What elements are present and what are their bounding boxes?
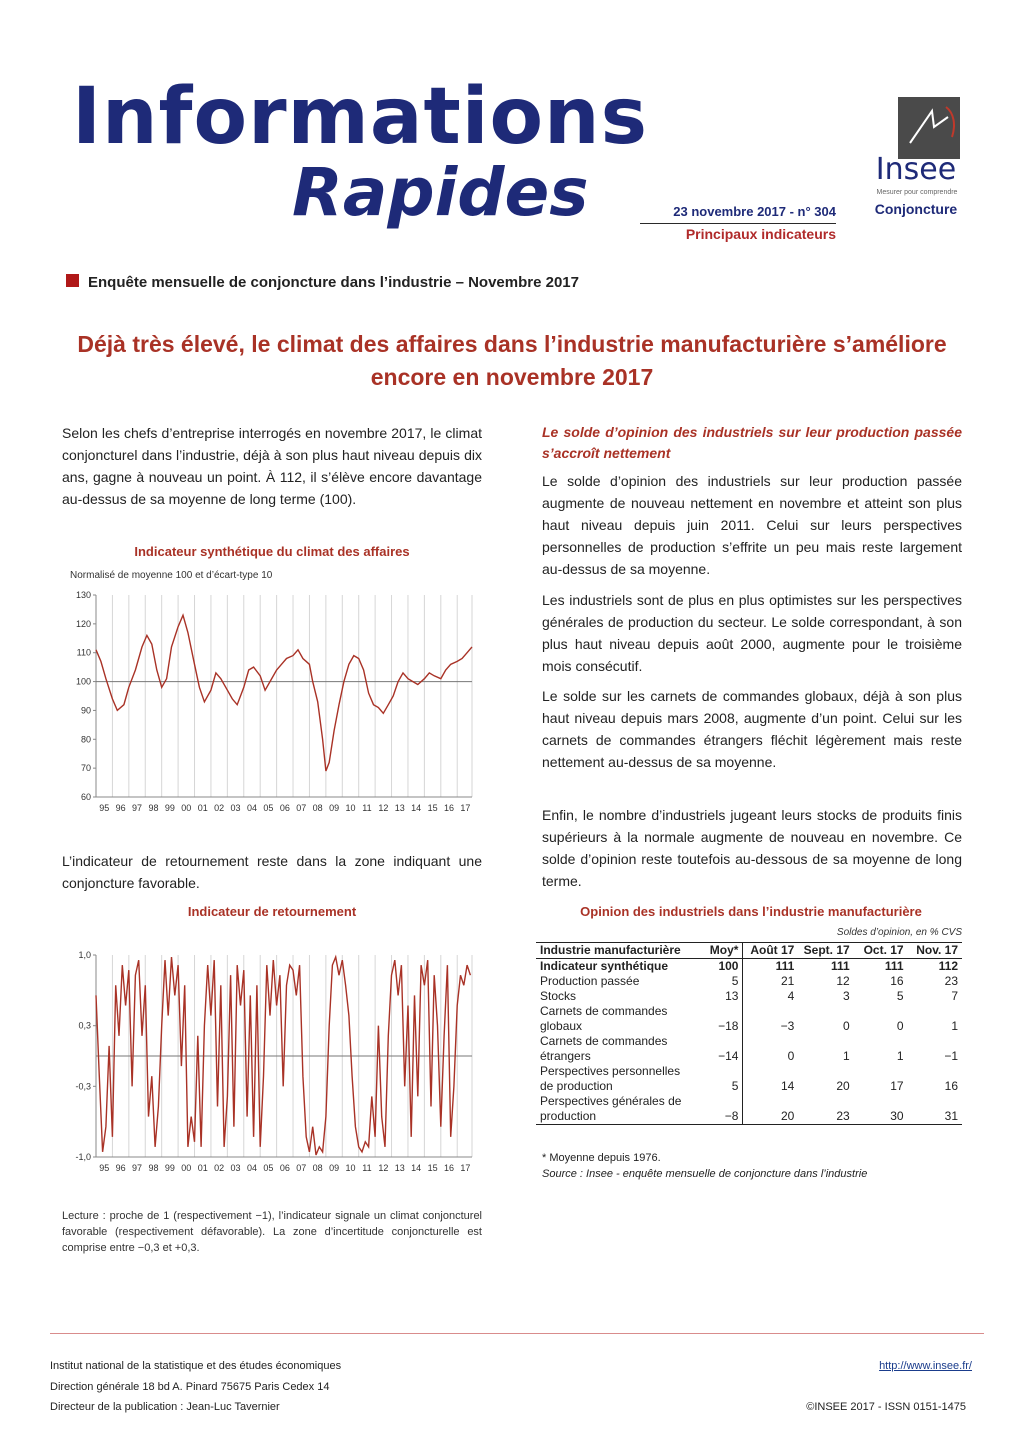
row-value: 14 <box>780 1079 795 1093</box>
row-value: 111 <box>884 959 904 973</box>
row-value: 5 <box>694 1064 743 1094</box>
row-value: 3 <box>843 989 850 1003</box>
row-value: −3 <box>780 1019 795 1033</box>
insee-logo-word: Insee <box>875 152 957 187</box>
row-value: 0 <box>787 1049 795 1063</box>
row-value: 111 <box>775 959 795 973</box>
x-tick-label: 97 <box>132 1163 143 1173</box>
x-tick-label: 06 <box>279 803 290 813</box>
x-tick-label: 03 <box>230 803 241 813</box>
row-value: 30 <box>890 1109 904 1123</box>
x-tick-label: 07 <box>296 803 307 813</box>
x-tick-label: 09 <box>329 1163 340 1173</box>
col-header-nov: Nov. 17 <box>916 943 958 957</box>
footer-divider <box>50 1333 984 1334</box>
row-value: 23 <box>836 1109 850 1123</box>
row-value: 5 <box>896 989 904 1003</box>
row-value: −1 <box>944 1049 958 1063</box>
row-label: Carnets de commandes étrangers <box>540 1034 668 1063</box>
table-header-row <box>536 943 962 959</box>
y-tick-label: -1,0 <box>75 1152 91 1162</box>
y-tick-label: 1,0 <box>78 950 91 960</box>
x-tick-label: 02 <box>214 803 225 813</box>
row-value: 100 <box>694 959 743 975</box>
paragraph-stocks: Enfin, le nombre d’industriels jugeant leurs stocks de produits finis supérieurs à la normale augmente de nouveau en novembre. Ce solde d’opinion reste toutefois au-dessous de sa moyenne de long terme. <box>542 807 962 889</box>
x-tick-label: 11 <box>362 803 372 813</box>
paragraph-prospects: Les industriels sont de plus en plus optimistes sur les perspectives générales de production du secteur. Le solde correspondant, à son plus haut niveau depuis août 2000, augmente pour le troisième mois consécutif. <box>542 592 962 674</box>
table-row <box>536 1094 962 1124</box>
x-tick-label: 97 <box>132 803 143 813</box>
opinion-table-wrap <box>536 942 962 1125</box>
row-value: −18 <box>694 1004 743 1034</box>
row-value: 20 <box>836 1079 850 1093</box>
row-label: Perspectives générales de production <box>540 1094 682 1123</box>
publication-subtitle: Rapides <box>292 154 589 231</box>
x-tick-label: 02 <box>214 1163 225 1173</box>
x-tick-label: 06 <box>279 1163 290 1173</box>
x-tick-label: 05 <box>263 1163 274 1173</box>
survey-heading: Enquête mensuelle de conjoncture dans l’industrie – Novembre 2017 <box>88 274 579 291</box>
y-tick-label: 60 <box>80 792 91 802</box>
row-label: Carnets de commandes globaux <box>540 1004 668 1033</box>
series-label: Principaux indicateurs <box>685 226 836 242</box>
climate-indicator-chart <box>60 585 485 825</box>
y-tick-label: 70 <box>80 763 91 774</box>
intro-paragraph: Selon les chefs d’entreprise interrogés en novembre 2017, le climat conjoncturel dans l’industrie, déjà à son plus haut niveau depuis dix ans, gagne à nouveau un point. À 112, il s’élève encore davantage au-dessus de sa moyenne de long terme (100). <box>62 425 482 507</box>
y-tick-label: -0,3 <box>75 1081 91 1092</box>
x-tick-label: 07 <box>296 1163 307 1173</box>
x-tick-label: 08 <box>312 803 323 813</box>
insee-logo-conjoncture: Conjoncture <box>874 201 958 217</box>
x-tick-label: 98 <box>148 1163 159 1173</box>
x-tick-label: 11 <box>362 1163 372 1173</box>
row-value: 1 <box>896 1049 904 1063</box>
col-header-oct: Oct. 17 <box>863 943 904 957</box>
row-value: 20 <box>780 1109 795 1123</box>
reading-note: Lecture : proche de 1 (respectivement −1), l’indicateur signale un climat conjoncturel favorable (respectivement défavorable). La zone d’incertitude conjoncturelle est comprise entre −0,3 et +0,3. <box>62 1210 482 1254</box>
row-value: −8 <box>694 1094 743 1124</box>
y-tick-label: 0,3 <box>78 1020 91 1031</box>
x-tick-label: 99 <box>164 1163 175 1173</box>
x-tick-label: 08 <box>312 1163 323 1173</box>
col-header-sep: Sept. 17 <box>803 943 850 957</box>
x-tick-label: 01 <box>197 803 208 813</box>
x-tick-label: 00 <box>181 1163 192 1173</box>
chart1-note: Normalisé de moyenne 100 et d’écart-type 10 <box>70 570 273 581</box>
bullet-square-icon <box>66 274 79 287</box>
insee-website-link[interactable]: http://www.insee.fr/ <box>879 1360 972 1372</box>
table-units: Soldes d’opinion, en % CVS <box>836 927 962 938</box>
row-value: 21 <box>780 974 795 988</box>
series-line <box>96 615 472 771</box>
x-tick-label: 00 <box>181 803 192 813</box>
row-value: 16 <box>890 974 904 988</box>
x-tick-label: 95 <box>99 1163 110 1173</box>
table-footnote: * Moyenne depuis 1976. <box>542 1152 661 1164</box>
table-row <box>536 1004 962 1034</box>
y-tick-label: 110 <box>76 647 91 658</box>
y-tick-label: 130 <box>75 590 91 600</box>
col-header-average: Moy* <box>694 943 743 959</box>
row-value: 17 <box>890 1079 904 1093</box>
section-heading: Le solde d’opinion des industriels sur leur production passée s’accroît nettement <box>542 424 962 461</box>
headline: Déjà très élevé, le climat des affaires dans l’industrie manufacturière s’améliore encore en novembre 2017 <box>77 331 947 390</box>
row-value: 16 <box>944 1079 958 1093</box>
footer-copyright: ©INSEE 2017 - ISSN 0151-1475 <box>806 1401 966 1413</box>
x-tick-label: 98 <box>148 803 159 813</box>
row-value: 1 <box>843 1049 850 1063</box>
x-tick-label: 05 <box>263 803 274 813</box>
row-value: 4 <box>787 989 795 1003</box>
chart1-title: Indicateur synthétique du climat des affaires <box>134 544 410 559</box>
row-value: −14 <box>694 1034 743 1064</box>
col-header-aug: Août 17 <box>750 943 795 957</box>
table-title: Opinion des industriels dans l’industrie manufacturière <box>580 904 922 919</box>
row-value: 13 <box>694 989 743 1004</box>
x-tick-label: 12 <box>378 803 389 813</box>
row-label: Stocks <box>540 989 577 1003</box>
x-tick-label: 03 <box>230 1163 241 1173</box>
x-tick-label: 12 <box>378 1163 389 1173</box>
x-tick-label: 10 <box>345 803 356 813</box>
issue-date-number: 23 novembre 2017 - n° 304 <box>673 204 836 219</box>
row-value: 23 <box>944 974 958 988</box>
x-tick-label: 17 <box>460 1163 471 1173</box>
footer-director: Directeur de la publication : Jean-Luc Tavernier <box>50 1401 280 1413</box>
insee-logo-mark <box>898 97 960 159</box>
col-header-label: Industrie manufacturière <box>540 943 681 957</box>
row-value: 7 <box>951 989 958 1003</box>
logo-arrow-icon <box>898 97 960 159</box>
row-value: 5 <box>694 974 743 989</box>
row-value: 112 <box>938 959 958 973</box>
row-value: 1 <box>951 1019 958 1033</box>
x-tick-label: 96 <box>115 1163 126 1173</box>
table-row <box>536 1034 962 1064</box>
x-tick-label: 13 <box>394 803 405 813</box>
table-row <box>536 1064 962 1094</box>
x-tick-label: 99 <box>164 803 175 813</box>
insee-logo-tagline: Mesurer pour comprendre <box>876 189 958 196</box>
chart2-title: Indicateur de retournement <box>187 904 357 919</box>
masthead-divider <box>640 223 836 224</box>
x-tick-label: 04 <box>246 803 257 813</box>
x-tick-label: 04 <box>246 1163 257 1173</box>
turning-point-chart <box>60 945 485 1185</box>
x-tick-label: 96 <box>115 803 126 813</box>
paragraph-production: Le solde d’opinion des industriels sur leur production passée augmente de nouveau nettement en novembre et atteint son plus haut niveau depuis juin 2011. Celui sur leurs perspectives personnelles de production s’effrite un peu mais reste largement au-dessus de sa moyenne. <box>542 473 962 577</box>
row-label: Indicateur synthétique <box>540 959 669 973</box>
table-row <box>536 974 962 989</box>
table-row <box>536 989 962 1004</box>
row-value: 0 <box>896 1019 904 1033</box>
x-tick-label: 13 <box>394 1163 405 1173</box>
row-value: 0 <box>843 1019 850 1033</box>
table-source: Source : Insee - enquête mensuelle de conjoncture dans l’industrie <box>542 1168 868 1180</box>
footer-address: Direction générale 18 bd A. Pinard 75675 Paris Cedex 14 <box>50 1381 330 1393</box>
x-tick-label: 14 <box>411 803 422 813</box>
x-tick-label: 16 <box>444 803 455 813</box>
y-tick-label: 90 <box>80 705 91 716</box>
x-tick-label: 17 <box>460 803 471 813</box>
y-tick-label: 120 <box>75 618 91 629</box>
row-value: 12 <box>836 974 850 988</box>
x-tick-label: 10 <box>345 1163 356 1173</box>
x-tick-label: 01 <box>197 1163 208 1173</box>
paragraph-orders: Le solde sur les carnets de commandes globaux, déjà à son plus haut niveau depuis mars 2008, augmente d’un point. Celui sur les carnets de commandes étrangers fléchit légèrement mais reste nettement au-dessus de sa moyenne. <box>542 688 962 770</box>
row-value: 111 <box>830 959 850 973</box>
y-tick-label: 80 <box>80 734 91 745</box>
x-tick-label: 14 <box>411 1163 422 1173</box>
opinion-table <box>536 943 962 1124</box>
footer-institute: Institut national de la statistique et des études économiques <box>50 1360 342 1372</box>
y-tick-label: 100 <box>75 676 91 687</box>
x-tick-label: 15 <box>427 1163 438 1173</box>
table-row <box>536 959 962 975</box>
x-tick-label: 09 <box>329 803 340 813</box>
publication-title: Informations <box>72 72 649 162</box>
row-value: 31 <box>944 1109 958 1123</box>
x-tick-label: 16 <box>444 1163 455 1173</box>
x-tick-label: 15 <box>427 803 438 813</box>
row-label: Production passée <box>540 974 640 988</box>
turning-point-paragraph: L’indicateur de retournement reste dans la zone indiquant une conjoncture favorable. <box>62 853 482 891</box>
x-tick-label: 95 <box>99 803 110 813</box>
row-label: Perspectives personnelles de production <box>540 1064 681 1093</box>
